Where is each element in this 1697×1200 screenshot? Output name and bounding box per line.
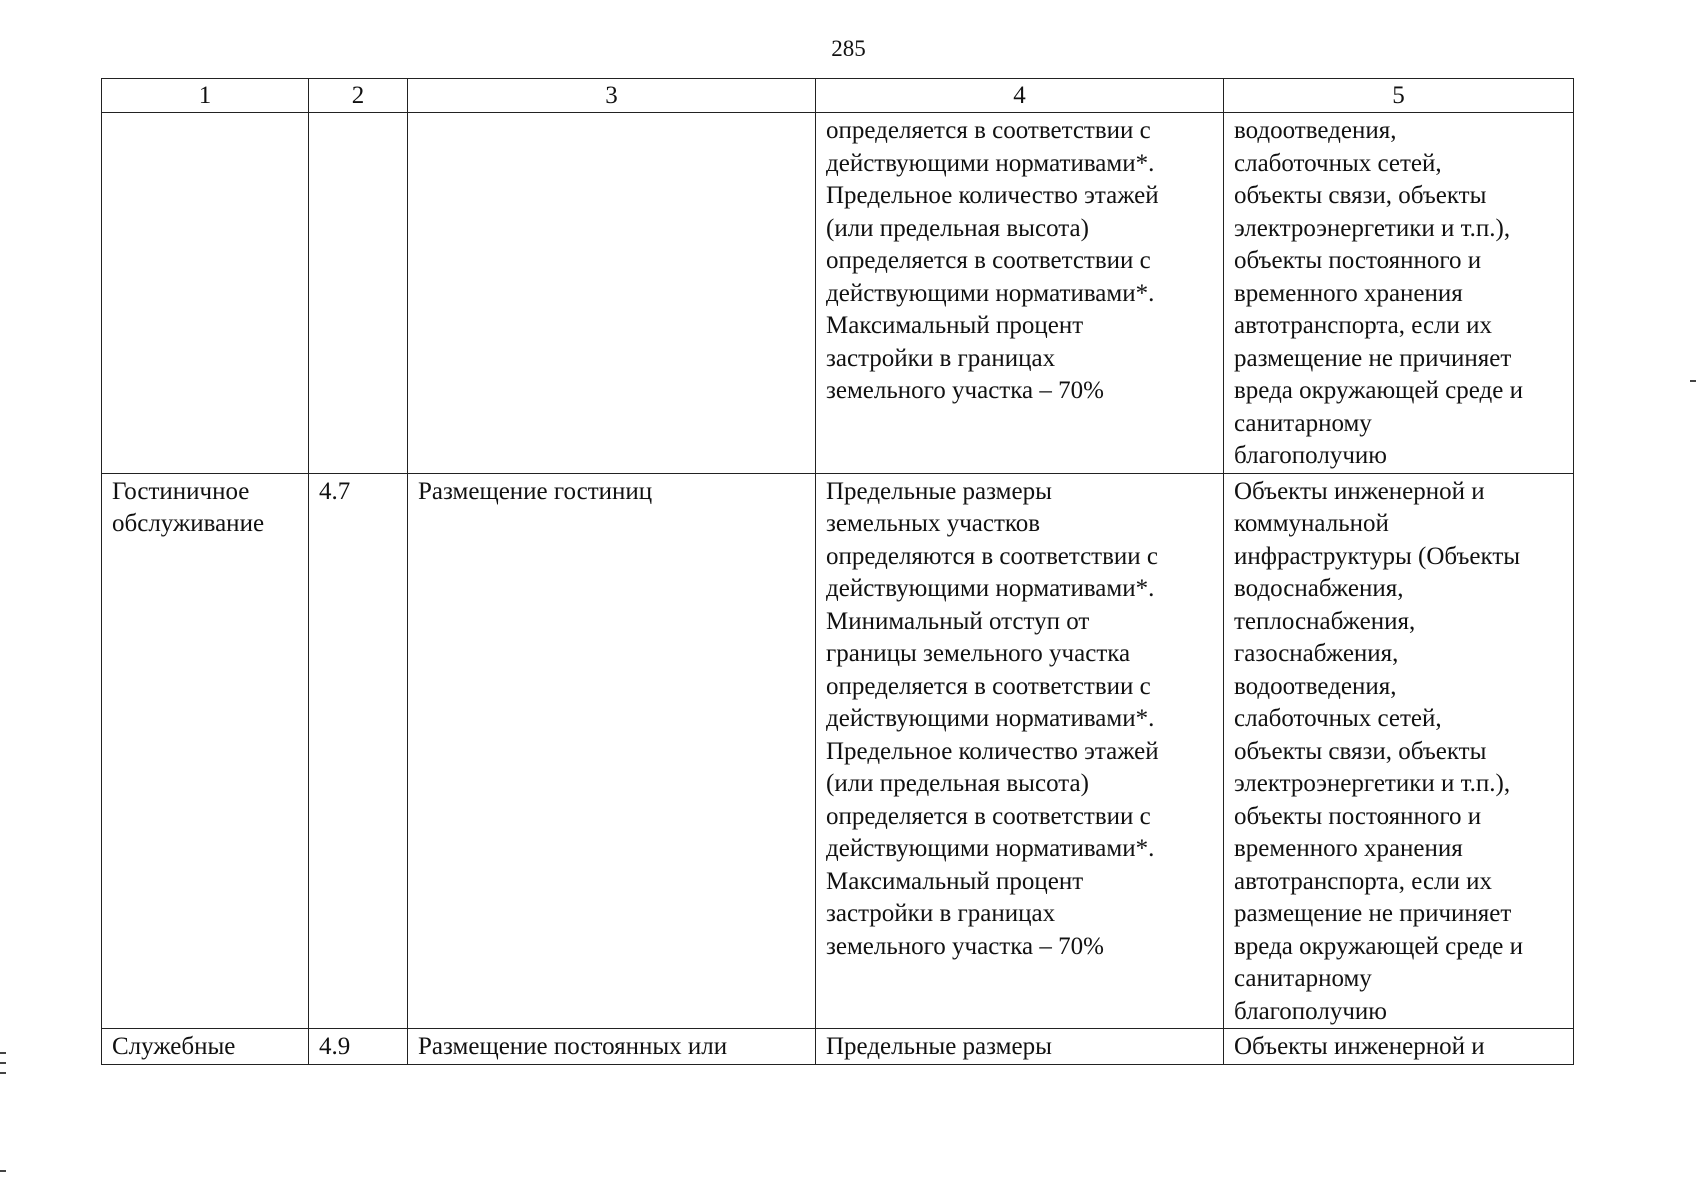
scan-margin-mark [1690, 380, 1696, 382]
use-name-cell: Гостиничное обслуживание [102, 473, 309, 1029]
scan-margin-mark [0, 1062, 6, 1064]
use-code-cell: 4.9 [309, 1029, 408, 1065]
use-name-cell [102, 113, 309, 474]
header-cell: 5 [1224, 79, 1574, 113]
header-cell: 3 [408, 79, 816, 113]
auxiliary-uses-cell: Объекты инженерной и коммунальной инфраструктуры (Объекты водоснабжения, теплоснабжения, газоснабжения, водоотведения, слаботочных сетей, объекты связи, объекты электроэнергетики и т.п.), объекты постоянного и временного хранения автотранспорта, если их размещение не причиняет вреда окружающей среде и санитарному благополучию [1224, 473, 1574, 1029]
table-row [102, 473, 1574, 1029]
header-cell: 2 [309, 79, 408, 113]
use-code-cell [309, 113, 408, 474]
use-description-cell [408, 113, 816, 474]
scan-margin-mark [0, 1052, 6, 1054]
use-description-cell: Размещение постоянных или [408, 1029, 816, 1065]
parameters-cell: Предельные размеры [816, 1029, 1224, 1065]
parameters-cell: определяется в соответствии с действующими нормативами*. Предельное количество этажей (или предельная высота) определяется в соответствии с действующими нормативами*. Максимальный процент застройки в границах земельного участка – 70% [816, 113, 1224, 474]
zoning-table [101, 78, 1574, 1065]
auxiliary-uses-cell: Объекты инженерной и [1224, 1029, 1574, 1065]
header-cell: 1 [102, 79, 309, 113]
scan-margin-mark [0, 1170, 6, 1172]
parameters-cell: Предельные размеры земельных участков определяются в соответствии с действующими нормативами*. Минимальный отступ от границы земельного участка определяется в соответствии с действующими нормативами*. Предельное количество этажей (или предельная высота) определяется в соответствии с действующими нормативами*. Максимальный процент застройки в границах земельного участка – 70% [816, 473, 1224, 1029]
scan-margin-mark [0, 1072, 6, 1074]
use-name-cell: Служебные [102, 1029, 309, 1065]
use-description-cell: Размещение гостиниц [408, 473, 816, 1029]
table-row [102, 1029, 1574, 1065]
use-code-cell: 4.7 [309, 473, 408, 1029]
auxiliary-uses-cell: водоотведения, слаботочных сетей, объекты связи, объекты электроэнергетики и т.п.), объекты постоянного и временного хранения автотранспорта, если их размещение не причиняет вреда окружающей среде и санитарному благополучию [1224, 113, 1574, 474]
table-row [102, 113, 1574, 474]
page-number: 285 [831, 36, 866, 61]
header-cell: 4 [816, 79, 1224, 113]
table-header-row [102, 79, 1574, 113]
